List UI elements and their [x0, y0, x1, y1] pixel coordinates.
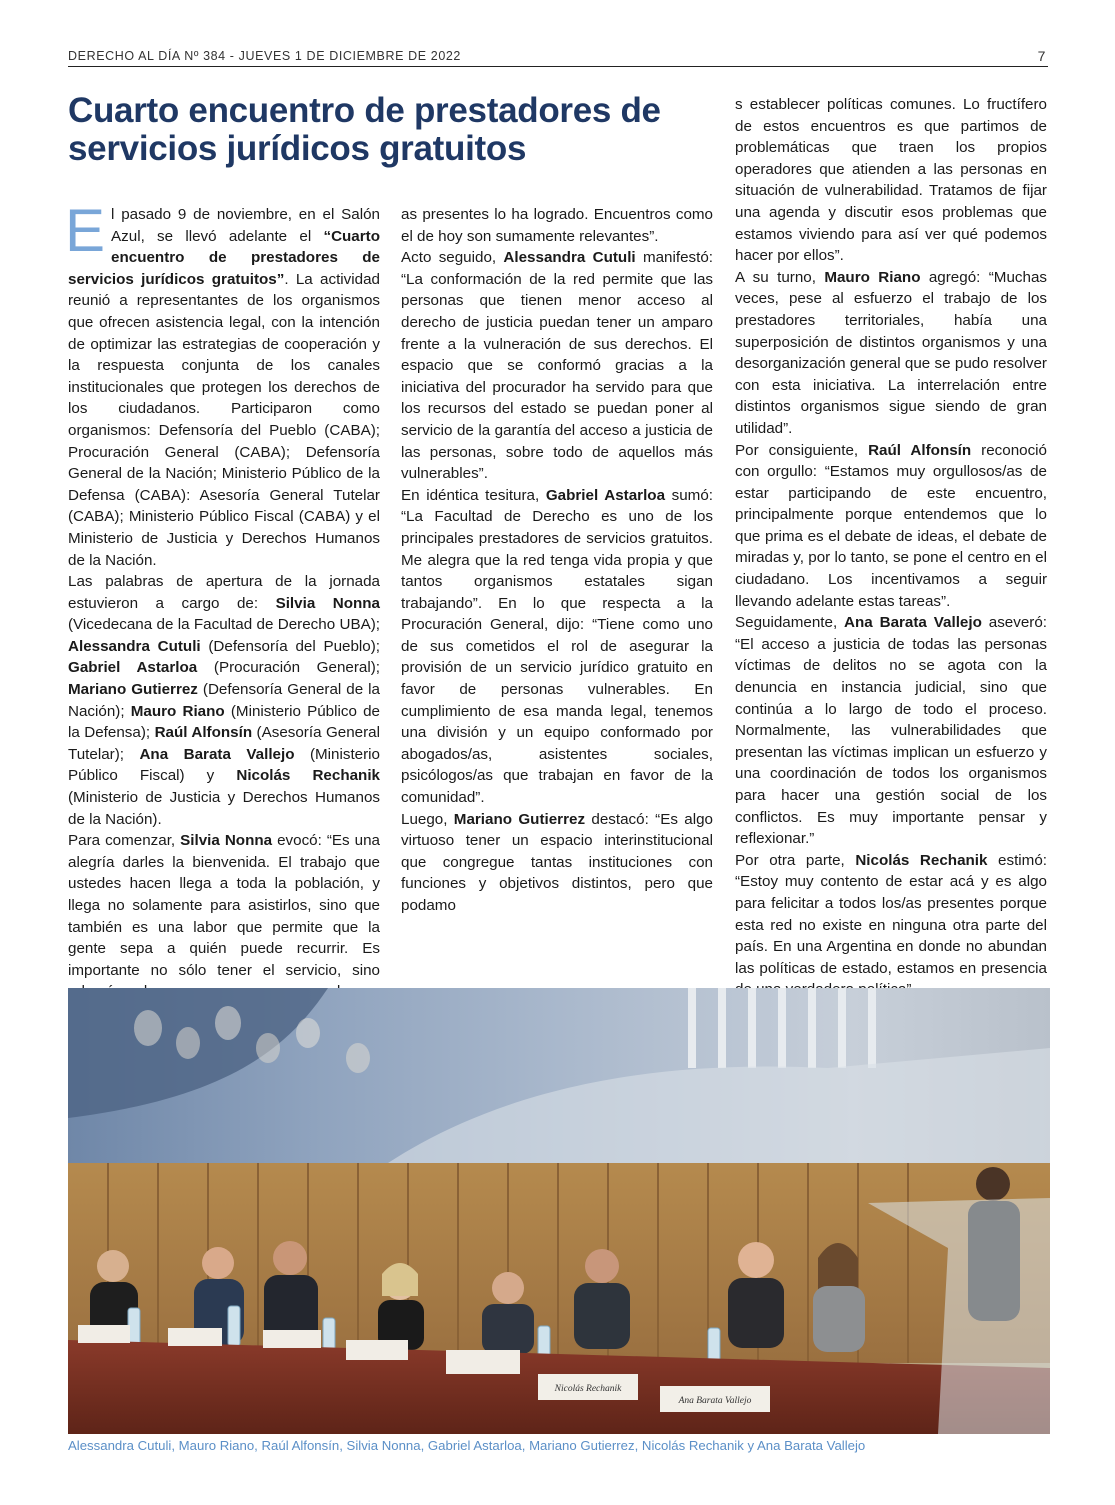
- paragraph: [401, 247, 713, 485]
- paragraph-text: Luego, Mariano Gutierrez destacó: “Es algo virtuoso tener un espacio interinstitucional que congregue tantas instituciones con funciones y objetivos distintos, pero que podamo: [401, 810, 713, 914]
- paragraph: [735, 94, 1047, 267]
- event-photo-illustration: [68, 988, 1050, 1434]
- article-column-2: [401, 204, 713, 917]
- paragraph: [401, 204, 713, 247]
- event-photo: [68, 988, 1050, 1434]
- drop-cap: E: [65, 197, 106, 264]
- photo-caption: Alessandra Cutuli, Mauro Riano, Raúl Alfonsín, Silvia Nonna, Gabriel Astarloa, Mariano Gutierrez, Nicolás Rechanik y Ana Barata Vallejo: [68, 1438, 866, 1453]
- paragraph: [735, 267, 1047, 440]
- article-title: Cuarto encuentro de prestadores de servicios jurídicos gratuitos: [68, 91, 661, 168]
- paragraph-text: Por otra parte, Nicolás Rechanik estimó: “Estoy muy contento de estar acá y es algo para felicitar a todos los/as presentes porque esta red no existe en ninguna otra parte del país. En una Argentina en donde no abundan las políticas de estado, estamos en presencia: [735, 851, 1047, 977]
- paragraph: [65, 197, 380, 571]
- paragraph: [68, 571, 380, 830]
- article-column-1: [65, 197, 381, 1025]
- article-column-3: [735, 94, 1047, 1001]
- paragraph-text: En idéntica tesitura, Gabriel Astarloa sumó: “La Facultad de Derecho es uno de los principales prestadores de servicios gratuitos. Me alegra que la red tenga vida propia y que tantos organismos estatales sigan trabajando”. En lo que respecta a la Procuración General, dijo: “Tiene como uno de sus cometidos el rol de asegurar la provisión de un servicio jurídico gratuito en favor de personas vulnerables. En cumplimiento de esa manda legal, tenemos una división y un equipo conformado por abogados/as, asistentes sociales, psicólogos/as que trabajan en favor de la comunidad”.: [401, 486, 714, 807]
- paragraph: [401, 809, 713, 917]
- paragraph-text: Para comenzar, Silvia Nonna evocó: “Es una alegría darles la bienvenida. El trabajo que ustedes hacen llega a toda la población, y llega no solamente para asistirlos, sino que también es una labor que permite que la gente sepa a quién puede recurrir. Es importante no sólo tener el servicio, sino: [68, 832, 380, 979]
- nameplate-barata-text: Ana Barata Vallejo: [678, 1396, 752, 1406]
- nameplate-rechanik-text: Nicolás Rechanik: [554, 1384, 622, 1394]
- paragraph-text: Acto seguido, Alessandra Cutuli manifestó: “La conformación de la red permite que las personas que tienen menor acceso al derecho de justicia puedan tener un amparo frente a la vulneración de sus derechos. El espacio que se conformó gracias a la iniciativa del procurador ha servido para que los recursos del estado se puedan poner al servicio de la garantía del acceso a justicia de las personas, sobre todo de aquellos más vulnerables”.: [401, 249, 714, 483]
- paragraph-text: Por consiguiente, Raúl Alfonsín reconoció con orgullo: “Estamos muy orgullosos/as de estar participando de este encuentro, principalmente porque entendemos que lo que prima es el debate de ideas, el debate de miradas y, por lo tanto, se pone el centro en el ciudadano. Los incentivamos a seguir llevando adelante estas tareas”.: [735, 441, 1048, 610]
- paragraph: [735, 850, 1047, 1001]
- publication-line: DERECHO AL DÍA Nº 384 - JUEVES 1 DE DICIEMBRE DE 2022: [68, 49, 461, 63]
- page-header: [68, 48, 1048, 67]
- paragraph-text: s establecer políticas comunes. Lo fructífero de estos encuentros es que partimos de problemáticas que traen los propios operadores que atienden a las personas en situación de vulnerabilidad. Tratamos de fijar una agenda y discutir esos problemas que estamos viviendo para así ver qué podemos hacer por ellos”.: [735, 96, 1047, 265]
- paragraph: [735, 440, 1047, 613]
- paragraph-text: l pasado 9 de noviembre, en el Salón Azul, se llevó adelante el “Cuarto encuentro de prestadores de servicios jurídicos gratuitos”. La actividad reunió a representantes de los organismos que ofrecen asistencia legal, con la intención de optimizar las estrategias de cooperación y la respuesta conjunta de los canales institucionales que protegen los derechos de los ciudadanos. Participaron como organismos: Defensoría del Pueblo (CABA); Procuración General (CABA); Defensoría General de la Nación; Ministerio Público de la Defensa (CABA): Asesoría General Tutelar (CABA); Ministerio Público Fiscal (CABA) y el Ministerio de Justicia y Derechos Humanos de la Nación.: [68, 206, 380, 569]
- paragraph: [735, 612, 1047, 850]
- paragraph: [401, 485, 713, 809]
- page-number: 7: [1037, 48, 1046, 64]
- paragraph-text: Seguidamente, Ana Barata Vallejo aseveró: “El acceso a justicia de todas las personas víctimas de delitos no se agota con la denuncia en instancia judicial, sino que continúa a lo largo de todo el proceso. Normalmente, las vulnerabilidades que presentan las víctimas implican un esfuerzo y una coordinación de todos los organismos para hacer una gestión social de los conflictos. Es muy importante pensar y reflexionar.”: [735, 614, 1047, 848]
- paragraph-text: Las palabras de apertura de la jornada estuvieron a cargo de: Silvia Nonna (Vicedecana de la Facultad de Derecho UBA); Alessandra Cutuli (Defensoría del Pueblo); Gabriel Astarloa (Procuración General); Mariano Gutierrez (Defensoría General de la Nación); Mauro Riano (Ministerio Público de la Defensa); Raúl Alfonsín (Asesoría General Tutelar); Ana Barata Vallejo (Ministerio Público Fiscal) y Nicolás Rechanik (Ministerio de Justicia y Derechos Humanos de la Nación).: [68, 573, 381, 828]
- paragraph-text: A su turno, Mauro Riano agregó: “Muchas veces, pese al esfuerzo el trabajo de los prestadores territoriales, había una superposición de distintos organismos y una desorganización general que se pudo resolver con esta iniciativa. La interrelación entre distintos organismos sigue siendo de gran utilidad”.: [735, 268, 1047, 437]
- paragraph-text: as presentes lo ha logrado. Encuentros como el de hoy son sumamente relevantes”.: [401, 206, 713, 245]
